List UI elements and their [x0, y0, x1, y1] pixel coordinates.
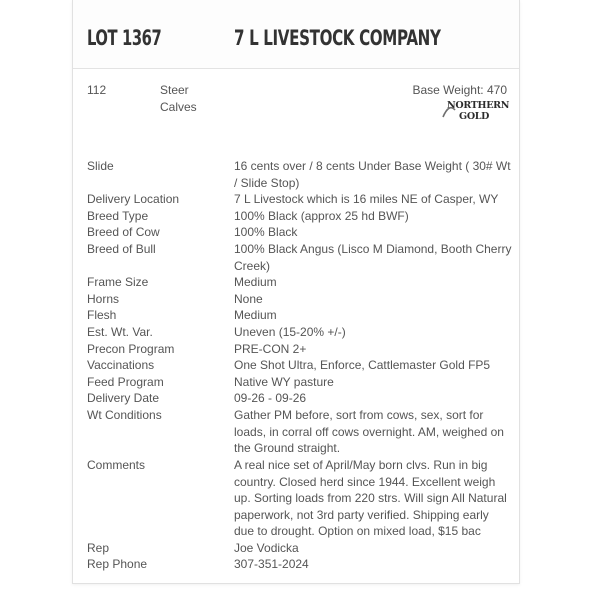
- detail-label: Horns: [87, 292, 120, 306]
- detail-value: 100% Black (approx 25 hd BWF): [234, 209, 409, 223]
- detail-value: 307-351-2024: [234, 557, 309, 571]
- detail-label: Flesh: [87, 308, 117, 322]
- logo-text-top: NORTHERN: [447, 100, 510, 111]
- detail-label: Precon Program: [87, 342, 175, 356]
- detail-label: Breed of Bull: [87, 242, 156, 256]
- detail-label: Delivery Location: [87, 192, 180, 206]
- detail-label: Breed of Cow: [87, 225, 160, 239]
- logo-text-bottom: GOLD: [459, 111, 490, 122]
- detail-value: PRE-CON 2+: [234, 342, 307, 356]
- detail-label: Rep: [87, 541, 110, 555]
- detail-label: Vaccinations: [87, 358, 155, 372]
- detail-value: None: [234, 292, 263, 306]
- lot-header: [73, 0, 519, 69]
- detail-label: Wt Conditions: [87, 408, 162, 422]
- detail-label: Breed Type: [87, 209, 149, 223]
- detail-value: 16 cents over / 8 cents Under Base Weight ( 30# Wt / Slide Stop): [234, 159, 511, 190]
- detail-value: Medium: [234, 275, 277, 289]
- northern-gold-logo: [441, 97, 511, 123]
- detail-label: Delivery Date: [87, 391, 160, 405]
- detail-label: Comments: [87, 458, 146, 472]
- detail-value: 100% Black Angus (Lisco M Diamond, Booth Cherry Creek): [234, 242, 512, 273]
- detail-value: One Shot Ultra, Enforce, Cattlemaster Gold FP5: [234, 358, 491, 372]
- detail-label: Rep Phone: [87, 557, 148, 571]
- detail-value: A real nice set of April/May born clvs. Run in big country. Closed herd since 1944. Excellent weigh up. Sorting loads from 220 strs. Will sign All Natural paperwork, not 3rd party verified. Shipping early due to drought. Option on mixed load, $15 bac: [234, 458, 507, 539]
- head-count: 112: [87, 83, 107, 97]
- detail-value: 100% Black: [234, 225, 298, 239]
- company-name: 7 L LIVESTOCK COMPANY: [234, 26, 441, 50]
- detail-value: Medium: [234, 308, 277, 322]
- detail-value: 7 L Livestock which is 16 miles NE of Casper, WY: [234, 192, 499, 206]
- detail-value: 09-26 - 09-26: [234, 391, 307, 405]
- lot-number: LOT 1367: [87, 26, 162, 50]
- detail-label: Est. Wt. Var.: [87, 325, 153, 339]
- cattle-type: Steer Calves: [160, 83, 197, 114]
- detail-label: Slide: [87, 159, 114, 173]
- detail-value: Native WY pasture: [234, 375, 334, 389]
- base-weight: Base Weight: 470: [412, 83, 507, 97]
- detail-label: Feed Program: [87, 375, 164, 389]
- lot-card: [72, 0, 520, 584]
- logo-swoosh: [443, 108, 455, 117]
- detail-value: Joe Vodicka: [234, 541, 299, 555]
- detail-value: Uneven (15-20% +/-): [234, 325, 346, 339]
- detail-value: Gather PM before, sort from cows, sex, sort for loads, in corral off cows overnight. AM, weighed on the Ground straight.: [234, 408, 504, 456]
- detail-label: Frame Size: [87, 275, 149, 289]
